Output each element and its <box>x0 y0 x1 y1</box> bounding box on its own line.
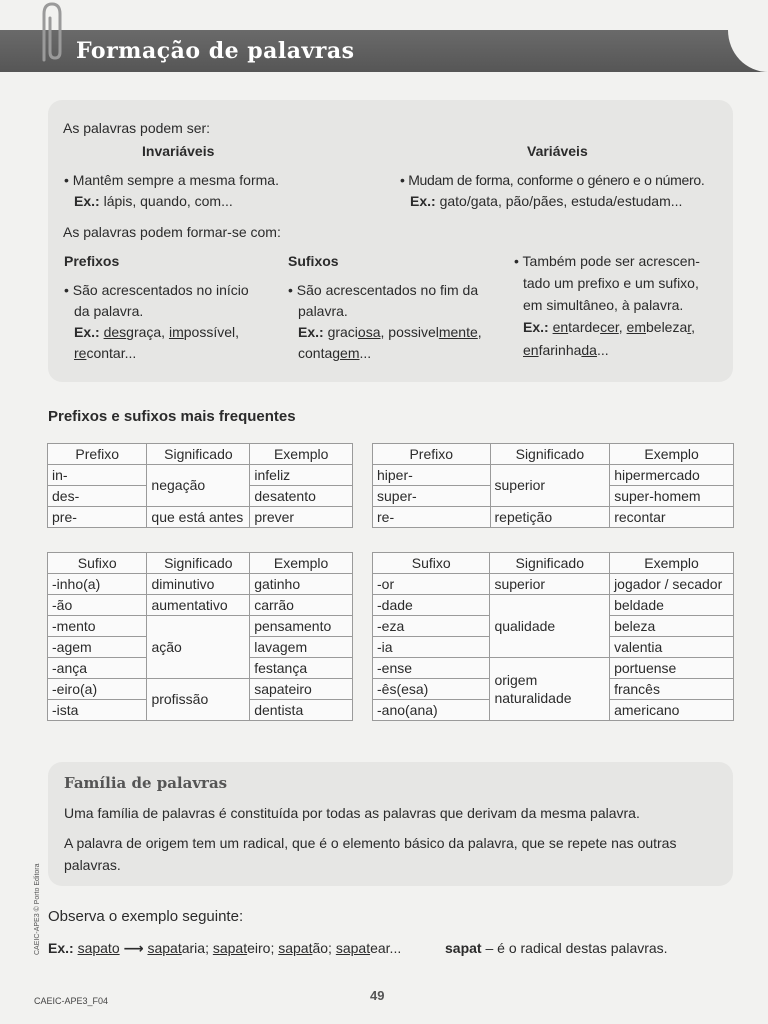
page-title: Formação de palavras <box>76 38 355 64</box>
exemplo-line: Ex.: sapato ⟶ sapataria; sapateiro; sapatão; sapatear... <box>48 940 402 956</box>
familia-paragraph-2b: palavras. <box>64 857 121 873</box>
column-header: Exemplo <box>610 553 734 574</box>
invariaveis-bullet: • Mantêm sempre a mesma forma. <box>64 172 279 188</box>
table-cell: pensamento <box>250 616 353 637</box>
intro-text-2: As palavras podem formar-se com: <box>63 224 281 240</box>
table-cell: lavagem <box>250 637 353 658</box>
table-cell: -ano(ana) <box>373 700 490 721</box>
table-cell: -ês(esa) <box>373 679 490 700</box>
invariaveis-heading: Invariáveis <box>142 143 215 159</box>
variaveis-example: Ex.: gato/gata, pão/pães, estuda/estudam... <box>410 193 683 209</box>
table-header-row <box>373 553 734 574</box>
table-row <box>48 507 353 528</box>
table-cell: repetição <box>490 507 610 528</box>
table-cell: hipermercado <box>610 465 734 486</box>
ambos-line3: em simultâneo, à palavra. <box>523 297 684 313</box>
intro-text: As palavras podem ser: <box>63 120 211 136</box>
table-cell: -mento <box>48 616 147 637</box>
origem-label: origem <box>494 672 538 688</box>
column-header: Exemplo <box>250 444 353 465</box>
table-cell: -dade <box>373 595 490 616</box>
table-cell: pre- <box>48 507 147 528</box>
table-cell: in- <box>48 465 147 486</box>
sufixos-example-2: contagem... <box>298 345 372 361</box>
column-header: Significado <box>147 444 250 465</box>
sufixos-line2: palavra. <box>298 303 348 319</box>
table-row <box>48 679 353 700</box>
column-header: Exemplo <box>250 553 353 574</box>
table-cell: americano <box>610 700 734 721</box>
suffix-table-right <box>372 552 734 721</box>
ambos-line2: tado um prefixo e um sufixo, <box>523 275 699 291</box>
table-cell: que está antes <box>147 507 250 528</box>
table-cell: portuense <box>610 658 734 679</box>
table-cell: -ia <box>373 637 490 658</box>
table-cell: desatento <box>250 486 353 507</box>
table-row <box>373 507 734 528</box>
table-cell: valentia <box>610 637 734 658</box>
column-header: Prefixo <box>48 444 147 465</box>
table-cell: re- <box>373 507 491 528</box>
table-cell: dentista <box>250 700 353 721</box>
invariaveis-example: Ex.: lápis, quando, com... <box>74 193 233 209</box>
radical-note: sapat – é o radical destas palavras. <box>445 940 668 956</box>
table-cell: -ense <box>373 658 490 679</box>
table-cell: diminutivo <box>147 574 250 595</box>
variaveis-heading: Variáveis <box>527 143 588 159</box>
table-cell: recontar <box>610 507 734 528</box>
prefixos-heading: Prefixos <box>64 253 120 269</box>
table-row <box>48 616 353 637</box>
table-cell: -inho(a) <box>48 574 147 595</box>
ambos-example: Ex.: entardecer, embelezar, <box>523 319 696 335</box>
prefixos-example: Ex.: desgraça, impossível, <box>74 324 239 340</box>
table-cell: profissão <box>147 679 250 721</box>
table-cell: des- <box>48 486 147 507</box>
page-number: 49 <box>370 988 385 1003</box>
column-header: Sufixo <box>48 553 147 574</box>
sufixos-example: Ex.: graciosa, possivelmente, <box>298 324 482 340</box>
table-cell: francês <box>610 679 734 700</box>
table-row <box>373 465 734 486</box>
table-header-row <box>48 444 353 465</box>
familia-heading: Família de palavras <box>64 774 228 792</box>
prefixos-example-2: recontar... <box>74 345 137 361</box>
column-header: Significado <box>490 553 610 574</box>
table-cell: jogador / secador <box>610 574 734 595</box>
table-cell: qualidade <box>490 595 610 658</box>
paperclip-icon <box>30 0 70 66</box>
prefix-table-right <box>372 443 734 528</box>
table-cell: ação <box>147 616 250 679</box>
table-cell: beleza <box>610 616 734 637</box>
table-row <box>373 595 734 616</box>
table-cell: -or <box>373 574 490 595</box>
naturalidade-label: naturalidade <box>494 690 572 706</box>
table-cell: -eza <box>373 616 490 637</box>
exemplo-intro: Observa o exemplo seguinte: <box>48 908 244 925</box>
sufixos-heading: Sufixos <box>288 253 339 269</box>
table-cell: infeliz <box>250 465 353 486</box>
tables-title: Prefixos e sufixos mais frequentes <box>48 408 296 425</box>
table-row <box>48 595 353 616</box>
table-cell: festança <box>250 658 353 679</box>
table-cell: hiper- <box>373 465 491 486</box>
table-cell <box>490 658 610 721</box>
prefixos-line2: da palavra. <box>74 303 144 319</box>
table-header-row <box>48 553 353 574</box>
familia-paragraph-2: A palavra de origem tem um radical, que é o elemento básico da palavra, que se repete nas outras <box>64 835 677 851</box>
table-cell: negação <box>147 465 250 507</box>
suffix-table-left <box>47 552 353 721</box>
table-cell: -ista <box>48 700 147 721</box>
table-header-row <box>373 444 734 465</box>
table-cell: superior <box>490 574 610 595</box>
column-header: Significado <box>490 444 610 465</box>
table-row <box>48 574 353 595</box>
sufixos-line1: • São acrescentados no fim da <box>288 282 479 298</box>
table-cell: -ança <box>48 658 147 679</box>
column-header: Prefixo <box>373 444 491 465</box>
table-row <box>373 574 734 595</box>
table-cell: sapateiro <box>250 679 353 700</box>
footer-code: CAEIC-APE3_F04 <box>34 996 109 1006</box>
table-cell: beldade <box>610 595 734 616</box>
column-header: Significado <box>147 553 250 574</box>
familia-paragraph-1: Uma família de palavras é constituída por todas as palavras que derivam da mesma palavra. <box>64 805 640 821</box>
table-cell: prever <box>250 507 353 528</box>
variaveis-bullet: • Mudam de forma, conforme o género e o número. <box>400 172 705 188</box>
column-header: Exemplo <box>610 444 734 465</box>
column-header: Sufixo <box>373 553 490 574</box>
table-cell: aumentativo <box>147 595 250 616</box>
table-row <box>48 465 353 486</box>
table-cell: super- <box>373 486 491 507</box>
table-cell: superior <box>490 465 610 507</box>
ambos-line1: • Também pode ser acrescen- <box>514 253 700 269</box>
prefix-table-left <box>47 443 353 528</box>
table-row <box>373 658 734 679</box>
ambos-example-2: enfarinhada... <box>523 342 609 358</box>
table-cell: -ão <box>48 595 147 616</box>
table-cell: -agem <box>48 637 147 658</box>
table-cell: -eiro(a) <box>48 679 147 700</box>
side-credit: CAEIC-APE3 © Porto Editora <box>34 863 41 955</box>
table-cell: gatinho <box>250 574 353 595</box>
prefixos-line1: • São acrescentados no início <box>64 282 249 298</box>
table-cell: super-homem <box>610 486 734 507</box>
table-cell: carrão <box>250 595 353 616</box>
